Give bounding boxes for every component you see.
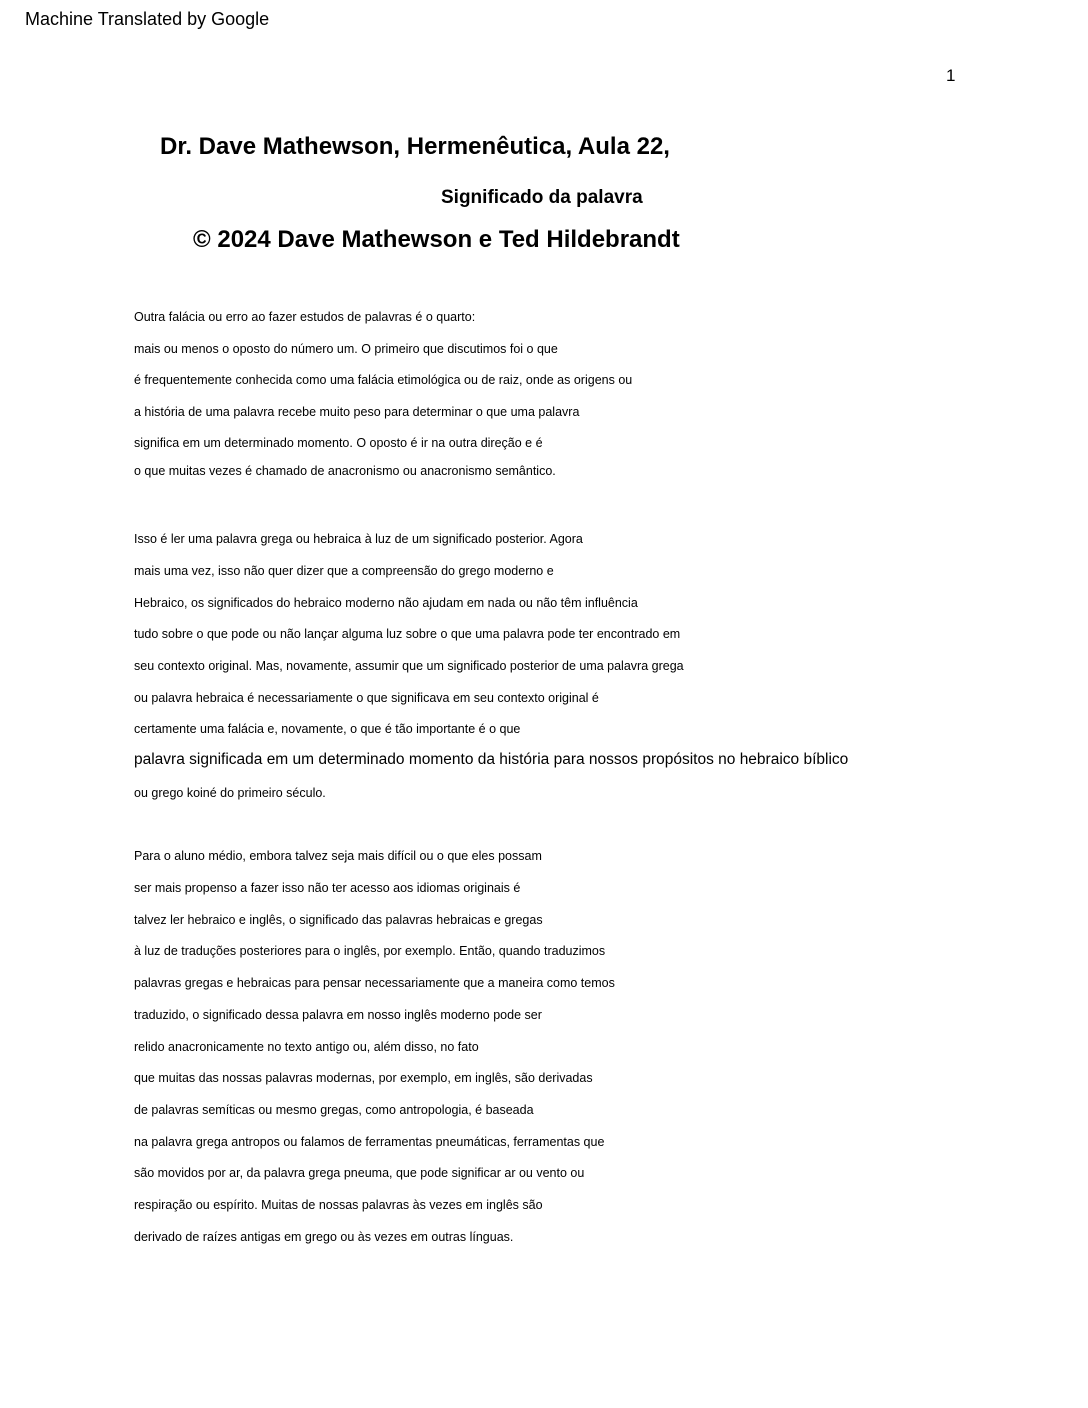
text-line: na palavra grega antropos ou falamos de ferramentas pneumáticas, ferramentas que [134,1135,605,1149]
text-line: talvez ler hebraico e inglês, o significado das palavras hebraicas e gregas [134,913,543,927]
text-line: significa em um determinado momento. O oposto é ir na outra direção e é [134,436,543,450]
text-line: mais uma vez, isso não quer dizer que a compreensão do grego moderno e [134,564,554,578]
text-line: a história de uma palavra recebe muito peso para determinar o que uma palavra [134,405,580,419]
machine-translation-banner: Machine Translated by Google [25,9,270,29]
text-line: relido anacronicamente no texto antigo ou, além disso, no fato [134,1040,479,1054]
text-line: tudo sobre o que pode ou não lançar alguma luz sobre o que uma palavra pode ter encontrado em [134,627,681,641]
text-line: palavra significada em um determinado momento da história para nossos propósitos no hebraico bíblico [134,751,849,768]
text-line: Para o aluno médio, embora talvez seja mais difícil ou o que eles possam [134,849,542,863]
text-line: que muitas das nossas palavras modernas, por exemplo, em inglês, são derivadas [134,1071,593,1085]
text-line: traduzido, o significado dessa palavra em nosso inglês moderno pode ser [134,1008,542,1022]
text-line: respiração ou espírito. Muitas de nossas palavras às vezes em inglês são [134,1198,543,1212]
text-line: certamente uma falácia e, novamente, o que é tão importante é o que [134,722,521,736]
text-line: de palavras semíticas ou mesmo gregas, como antropologia, é baseada [134,1103,534,1117]
page-number: 1 [946,66,956,85]
document-title: Dr. Dave Mathewson, Hermenêutica, Aula 22, [160,133,670,160]
document-subtitle: Significado da palavra [441,187,643,208]
copyright-line: © 2024 Dave Mathewson e Ted Hildebrandt [193,226,680,253]
text-line: ou palavra hebraica é necessariamente o que significava em seu contexto original é [134,691,599,705]
text-line: palavras gregas e hebraicas para pensar necessariamente que a maneira como temos [134,976,615,990]
text-line: o que muitas vezes é chamado de anacronismo ou anacronismo semântico. [134,464,556,478]
text-line: são movidos por ar, da palavra grega pneuma, que pode significar ar ou vento ou [134,1166,585,1180]
text-line: derivado de raízes antigas em grego ou às vezes em outras línguas. [134,1230,514,1244]
text-line: Outra falácia ou erro ao fazer estudos de palavras é o quarto: [134,310,476,324]
text-line: mais ou menos o oposto do número um. O primeiro que discutimos foi o que [134,342,558,356]
text-line: ser mais propenso a fazer isso não ter acesso aos idiomas originais é [134,881,521,895]
text-line: seu contexto original. Mas, novamente, assumir que um significado posterior de uma palavra grega [134,659,684,673]
text-line: é frequentemente conhecida como uma falácia etimológica ou de raiz, onde as origens ou [134,373,633,387]
text-line: ou grego koiné do primeiro século. [134,786,326,800]
text-line: à luz de traduções posteriores para o inglês, por exemplo. Então, quando traduzimos [134,944,606,958]
text-line: Isso é ler uma palavra grega ou hebraica à luz de um significado posterior. Agora [134,532,583,546]
text-line: Hebraico, os significados do hebraico moderno não ajudam em nada ou não têm influência [134,596,638,610]
